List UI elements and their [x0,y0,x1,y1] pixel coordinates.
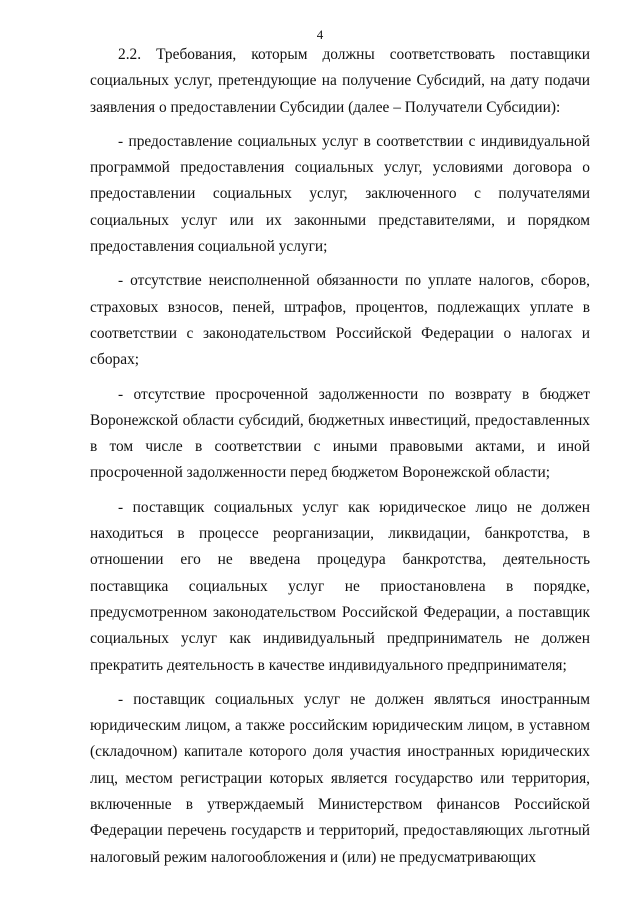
paragraph-no-tax-debt: - отсутствие неисполненной обязанности по уплате налогов, сборов, страховых взносов, пеней, штрафов, процентов, подлежащих уплате в соответствии с законодательством Российской Федерации о налогах и сборах; [90,272,590,369]
paragraph-social-services-provision: - предоставление социальных услуг в соответствии с индивидуальной программой предоставления социальных услуг, условиями договора о предоставлении социальных услуг, заключенного с получателями социальных услуг или их законными представителями, и порядком предоставления социальной услуги; [90,132,590,256]
paragraph-requirements-intro: 2.2. Требования, которым должны соответствовать поставщики социальных услуг, претендующие на получение Субсидий, на дату подачи заявления о предоставлении Субсидии (далее – Получатели Субсидии): [90,46,590,116]
page-number: 4 [316,27,324,42]
paragraph-no-foreign-entity: - поставщик социальных услуг не должен являться иностранным юридическим лицом, а также российским юридическим лицом, в уставном (складочном) капитале которого доля участия иностранных юридических лиц, местом регистрации которых является государство или территория, включенные в утверждаемый Министерством финансов Российской Федерации перечень государств и территорий, предоставляющих льготный налоговый режим налогообложения и (или) не предусматривающих [90,690,590,866]
paragraph-no-reorganization: - поставщик социальных услуг как юридическое лицо не должен находиться в процессе реорганизации, ликвидации, банкротства, в отношении его не введена процедура банкротства, деятельность поставщика социальных услуг не приостановлена в порядке, предусмотренном законодательством Российской Федерации, а поставщик социальных услуг как индивидуальный предприниматель не должен прекратить деятельность в качестве индивидуального предпринимателя; [90,498,590,674]
document-body [90,42,590,871]
paragraph-no-budget-debt: - отсутствие просроченной задолженности по возврату в бюджет Воронежской области субсидий, бюджетных инвестиций, предоставленных в том числе в соответствии с иными правовыми актами, и иной просроченной задолженности перед бюджетом Воронежской области; [90,385,590,482]
